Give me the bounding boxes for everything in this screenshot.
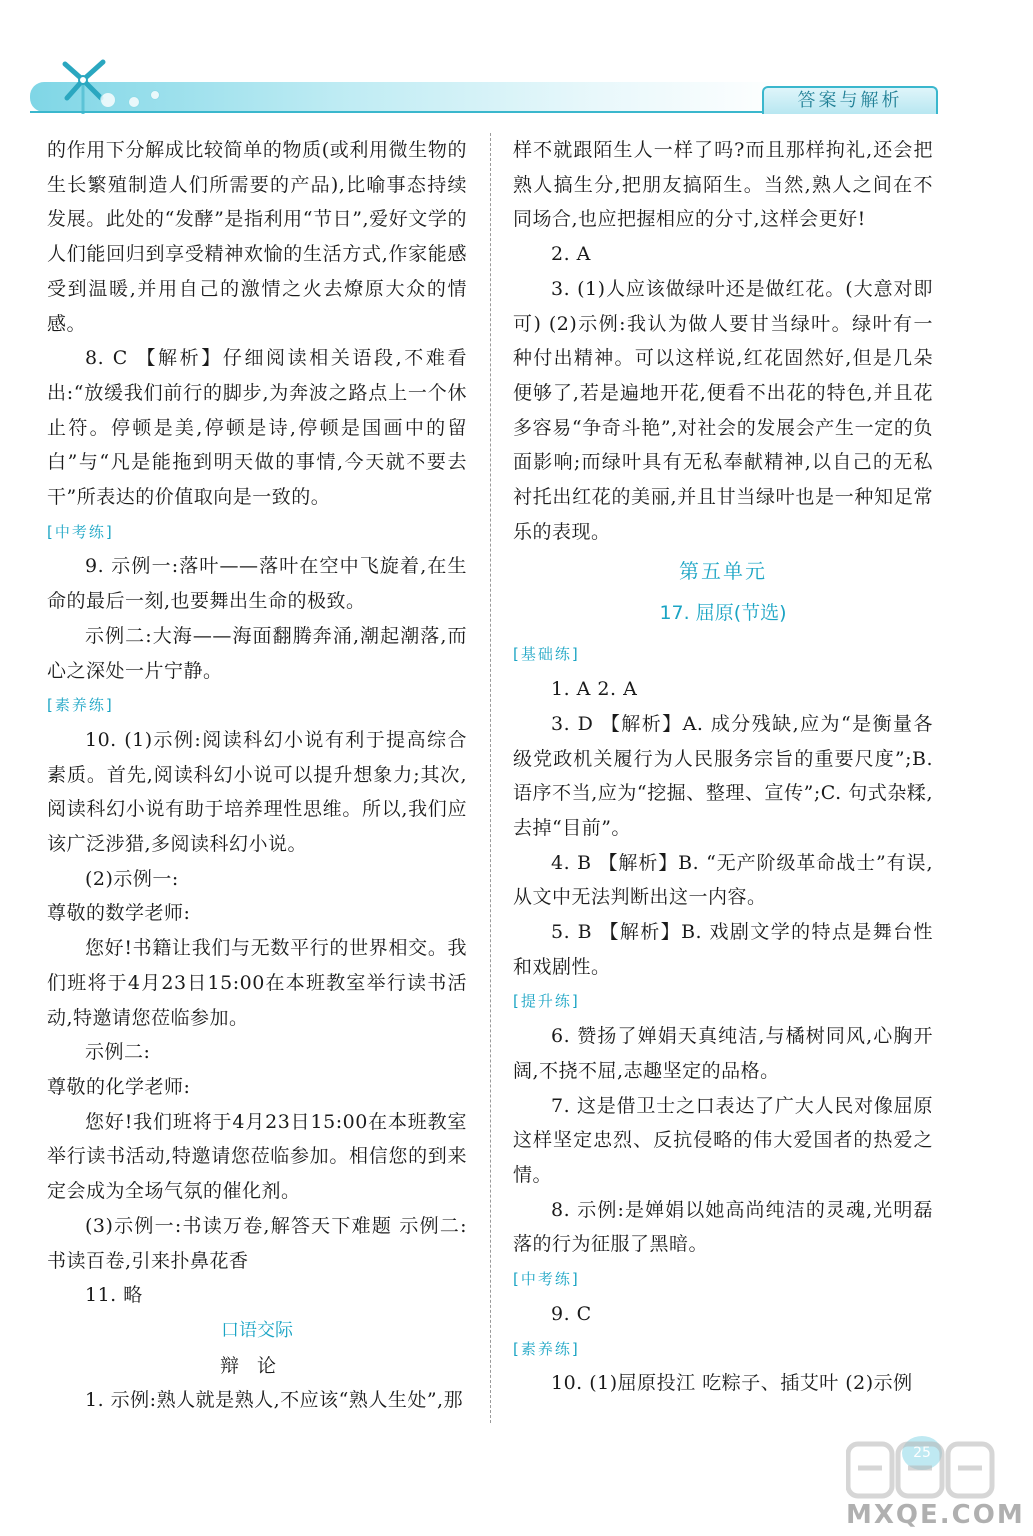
unit-title: 第五单元 <box>679 559 767 584</box>
column-divider <box>490 133 491 1423</box>
letter-salutation-chemistry: 尊敬的化学老师: <box>47 1075 191 1098</box>
section-label-suyang: [素养练] <box>513 1339 580 1358</box>
answer-item-8: 8. 示例:是婵娟以她高尚纯洁的灵魂,光明磊落的行为征服了黑暗。 <box>513 1198 933 1256</box>
lesson-title: 17. 屈原(节选) <box>659 602 787 625</box>
windmill-icon <box>45 58 135 118</box>
answer-item-10-part3: (3)示例一:书读万卷,解答天下难题 示例二:书读百卷,引来扑鼻花香 <box>47 1214 467 1272</box>
section-label-zhongkao: [中考练] <box>513 1270 580 1289</box>
section-label-suyang: [素养练] <box>47 696 114 715</box>
answer-item-8: 8. C 【解析】仔细阅读相关语段,不难看出:“放缓我们前行的脚步,为奔波之路点上一个休止符。停顿是美,停顿是诗,停顿是国画中的留白”与“凡是能拖到明天做的事情,今天就不要去干”所表达的价值取向是一致的。 <box>47 347 467 509</box>
section-label-jichu: [基础练] <box>513 645 580 664</box>
letter-salutation-math: 尊敬的数学老师: <box>47 902 191 925</box>
answer-item-5: 5. B 【解析】B. 戏剧文学的特点是舞台性和戏剧性。 <box>513 921 933 978</box>
answer-item-9-example1: 9. 示例一:落叶——落叶在空中飞旋着,在生命的最后一刻,也要舞出生命的极致。 <box>47 555 467 613</box>
header-section-tab: 答案与解析 <box>762 86 938 114</box>
letter-body-math: 您好!书籍让我们与无数平行的世界相交。我们班将于4月23日15:00在本班教室举行读书活动,特邀请您莅临参加。 <box>47 937 467 1029</box>
right-column <box>513 133 933 1401</box>
answer-items-1-2: 1. A 2. A <box>551 678 638 701</box>
answer-item-9-example2: 示例二:大海——海面翻腾奔涌,潮起潮落,而心之深处一片宁静。 <box>47 624 467 682</box>
bubble-decoration <box>150 90 160 100</box>
answer-item-10: 10. (1)屈原投江 吃粽子、插艾叶 (2)示例 <box>551 1372 913 1395</box>
answer-item-6: 6. 赞扬了婵娟天真纯洁,与橘树同风,心胸开阔,不挠不屈,志趣坚定的品格。 <box>513 1025 933 1082</box>
watermark-text: MXQE.COM <box>846 1500 1025 1530</box>
bubble-decoration <box>128 96 140 108</box>
section-label-zhongkao: [中考练] <box>47 522 114 541</box>
section-label-tisheng: [提升练] <box>513 992 580 1011</box>
answer-item-11: 11. 略 <box>85 1284 143 1307</box>
answer-item-10-example2-heading: 示例二: <box>85 1041 151 1064</box>
answer-item-9: 9. C <box>551 1302 592 1325</box>
answer-item-10-part1: 10. (1)示例:阅读科幻小说有利于提高综合素质。首先,阅读科幻小说可以提升想象力;其次,阅读科幻小说有助于培养理性思维。所以,我们应该广泛涉猎,多阅读科幻小说。 <box>47 728 467 856</box>
page-header <box>0 0 1033 125</box>
answer-item-1-debate: 1. 示例:熟人就是熟人,不应该“熟人生处”,那 <box>85 1388 464 1411</box>
answer-item-10-part2-heading: (2)示例一: <box>85 867 179 890</box>
letter-body-chemistry: 您好!我们班将于4月23日15:00在本班教室举行读书活动,特邀请您莅临参加。相信您的到来定会成为全场气氛的催化剂。 <box>47 1110 467 1203</box>
answer-item-3: 3. (1)人应该做绿叶还是做红花。(大意对即可) (2)示例:我认为做人要甘当绿叶。绿叶有一种付出精神。可以这样说,红花固然好,但是几朵便够了,若是遍地开花,便看不出花的特色,并且花多容易“争奇斗艳”,对社会的发展会产生一定的负面影响;而绿叶具有无私奉献精神,以自己的无私衬托出红花的美丽,并且甘当绿叶也是一种知足常乐的表现。 <box>513 277 933 543</box>
section-title-kouyu: 口语交际 <box>221 1319 293 1341</box>
answer-item-3-analysis: 3. D 【解析】A. 成分残缺,应为“是衡量各级党政机关履行为人民服务宗旨的重要尺度”;B. 语序不当,应为“挖掘、整理、宣传”;C. 句式杂糅,去掉“目前”。 <box>513 712 933 839</box>
continued-answer-text: 的作用下分解成比较简单的物质(或利用微生物的生长繁殖制造人们所需要的产品),比喻事态持续发展。此处的“发酵”是指利用“节日”,爱好文学的人们能回归到享受精神欢愉的生活方式,作家能感受到温暖,并用自己的激情之火去燎原大众的情感。 <box>47 139 467 335</box>
header-decorative-band <box>30 82 790 112</box>
subsection-title-bianlun: 辩论 <box>219 1354 294 1377</box>
answer-item-2: 2. A <box>551 243 591 266</box>
left-column <box>47 133 467 1418</box>
page-number: 25 <box>902 1436 942 1470</box>
answer-item-4: 4. B 【解析】B. “无产阶级革命战士”有误,从文中无法判断出这一内容。 <box>513 851 933 909</box>
answer-item-7: 7. 这是借卫士之口表达了广大人民对像屈原这样坚定忠烈、反抗侵略的伟大爱国者的热爱之情。 <box>513 1094 933 1186</box>
bubble-decoration <box>100 92 116 108</box>
continued-answer-text: 样不就跟陌生人一样了吗?而且那样拘礼,还会把熟人搞生分,把朋友搞陌生。当然,熟人之间在不同场合,也应把握相应的分寸,这样会更好! <box>513 139 933 231</box>
